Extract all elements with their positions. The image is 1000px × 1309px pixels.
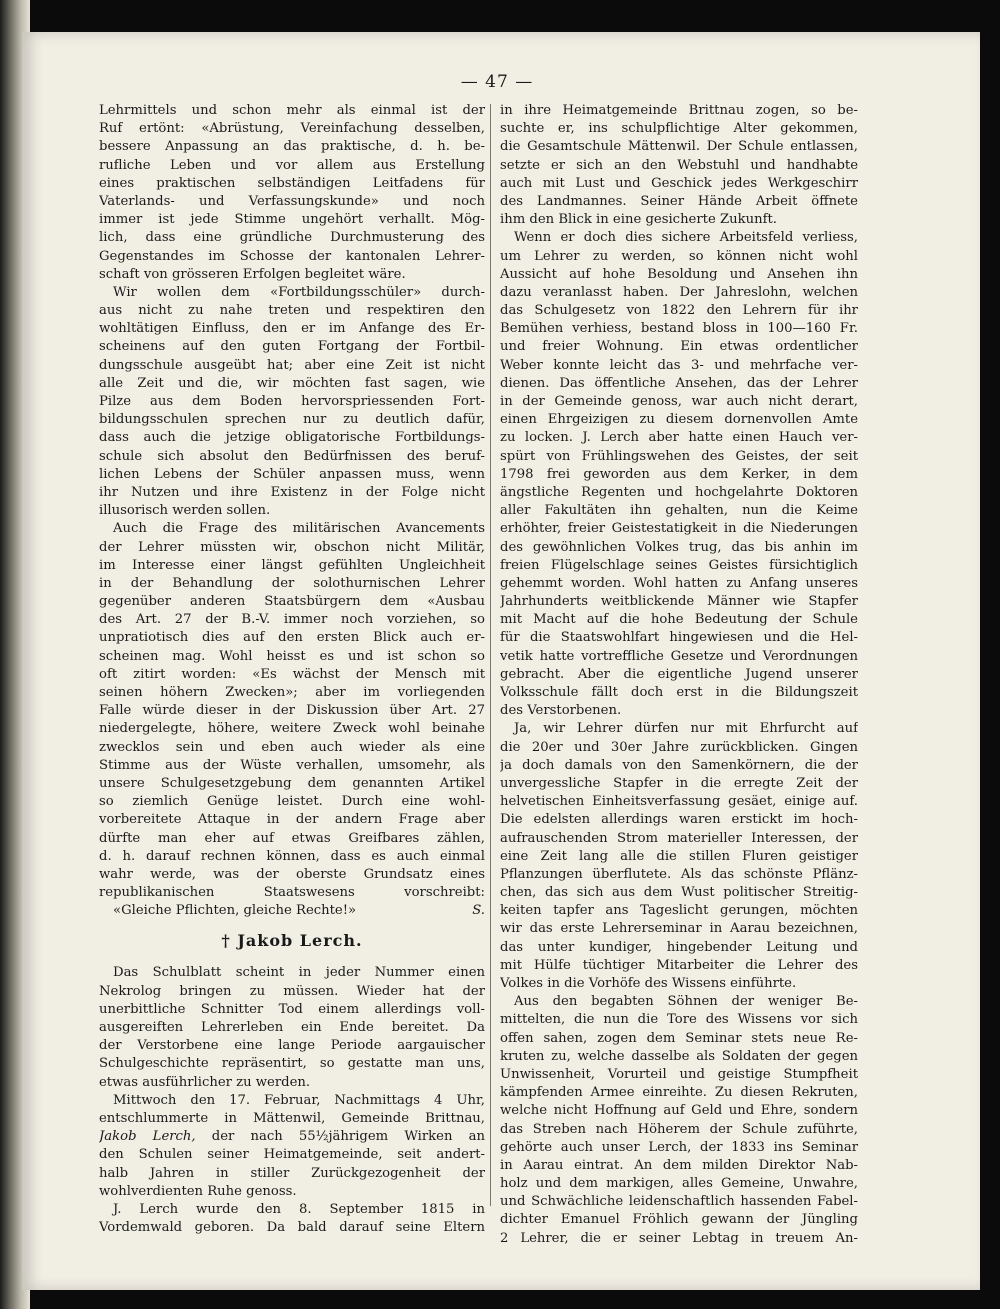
text-line: dichter Emanuel Fröhlich gewann der Jüngling <box>500 1212 858 1228</box>
text-line: Schulgeschichte repräsentirt, so gestatte man uns, <box>99 1056 485 1072</box>
text-line: bildungsschulen sprechen nur zu deutlich dafür, <box>99 412 485 428</box>
text-line: mit Hülfe tüchtiger Mitarbeiter die Lehrer des <box>500 957 858 973</box>
text-line: unerbittliche Schnitter Tod einem allerdings voll- <box>99 1001 485 1017</box>
text-line: dürfte man eher auf etwas Greifbares zählen, <box>99 830 485 846</box>
text-line: 2 Lehrer, die er seiner Lebtag in treuem An- <box>500 1230 858 1246</box>
text-line: gehemmt worden. Wohl hatten zu Anfang unseres <box>500 575 858 591</box>
text-line: setzte er sich an den Webstuhl und handhabte <box>500 157 858 173</box>
text-line: Pilze aus dem Boden hervorspriessenden Fort- <box>99 394 485 409</box>
text-line: Stimme aus der Wüste verhallen, umsomehr, als <box>99 757 485 773</box>
text-line: einen Ehrgeizigen zu diesem dornenvollen Amte <box>500 412 858 428</box>
text-line: das Schulgesetz von 1822 den Lehrern für ihr <box>500 303 858 319</box>
text-line: vetik hatte vortreffliche Gesetze und Verordnungen <box>500 648 858 664</box>
text-line: unpratiotisch dies auf den ersten Blick auch er- <box>99 630 485 646</box>
text-line: Die edelsten allerdings waren erstickt im hoch- <box>500 812 858 828</box>
text-line: dass auch die jetzige obligatorische Fortbildungs- <box>99 430 485 446</box>
text-line: mittelten, die nun die Tore des Wissens vor sich <box>500 1012 858 1028</box>
text-line: eine Zeit lang alle die stillen Fluren geistiger <box>500 848 858 864</box>
text-line: ja doch damals von den Samenkörnern, die der <box>500 757 858 773</box>
text-line: wohlverdienten Ruhe genoss. <box>99 1183 297 1199</box>
text-line: alle Zeit und die, wir möchten fast sagen, wie <box>99 375 485 391</box>
text-line: bessere Anpassung an das praktische, d. h. be- <box>99 139 485 155</box>
closing-quote: «Gleiche Pflichten, gleiche Rechte!» <box>113 903 357 919</box>
text-line: Auch die Frage des militärischen Avancements <box>113 521 485 537</box>
text-line: ängstliche Regenten und hochgelahrte Doktoren <box>500 484 858 500</box>
text-line: Aussicht auf hohe Besoldung und Ansehen ihn <box>500 266 858 282</box>
text-line: oft zitirt worden: «Es wächst der Mensch mit <box>99 666 485 682</box>
text-line: des Verstorbenen. <box>500 703 622 719</box>
text-line: auch mit Lust und Geschick jedes Werkgeschirr <box>500 175 858 191</box>
paragraph-career-choice <box>500 229 858 720</box>
text-line: republikanischen Staatswesens vorschreibt: <box>99 885 485 901</box>
text-line: aus nicht zu nahe treten und respektiren den <box>99 303 485 319</box>
text-line: dienen. Das öffentliche Ansehen, das der Lehrer <box>500 375 858 391</box>
text-line: des Art. 27 der B.-V. immer noch vorziehen, so <box>99 612 485 628</box>
text-line: eines praktischen selbständigen Leitfadens für <box>99 175 485 191</box>
text-line: ausgereiften Lehrerleben ein Ende bereitet. Da <box>99 1020 485 1035</box>
text-line: Mittwoch den 17. Februar, Nachmittags 4 Uhr, <box>113 1092 485 1108</box>
text-line: den Schulen seiner Heimatgemeinde, seit andert- <box>99 1147 485 1163</box>
text-line: wir das erste Lehrerseminar in Aarau bezeichnen, <box>500 921 858 937</box>
left-column <box>99 102 485 1237</box>
text-line: Lehrmittels und schon mehr als einmal ist der <box>99 103 485 118</box>
text-line: wohltätigen Einfluss, den er im Anfange des Er- <box>99 321 485 337</box>
text-line: die 20er und 30er Jahre zurückblicken. Gingen <box>500 739 858 755</box>
name-line <box>99 1128 485 1146</box>
text-line: Gegenstandes im Schosse der kantonalen Lehrer- <box>99 248 485 264</box>
text-line: Volkes in die Vorhöfe des Wissens einführte. <box>500 976 797 991</box>
obituary-heading: † Jakob Lerch. <box>221 931 363 951</box>
paragraph-death-b <box>99 1146 485 1201</box>
text-line: schaft von grösseren Erfolgen begleitet wäre. <box>99 266 406 282</box>
text-line: kruten zu, welche dasselbe als Soldaten der gegen <box>500 1048 858 1064</box>
paragraph-fortbildungsschueler <box>99 284 485 520</box>
text-line: der Verstorbene eine lange Periode aargauischer <box>99 1038 485 1054</box>
text-line: 1798 frei geworden aus dem Kerker, in dem <box>500 466 858 482</box>
text-line: spürt von Frühlingswehen des Geistes, der seit <box>500 448 858 464</box>
text-line: d. h. darauf rechnen können, dass es auch einmal <box>99 848 485 864</box>
paragraph-childhood <box>500 102 858 229</box>
text-line: in ihre Heimatgemeinde Brittnau zogen, so be- <box>500 103 858 118</box>
text-line: rufliche Leben und vor allem aus Erstellung <box>99 157 485 173</box>
text-line: ihr Nutzen und ihre Existenz in der Folge nicht <box>99 484 485 500</box>
text-line: lichen Lebens der Schüler anpassen muss, wenn <box>99 466 485 482</box>
text-line: Weber konnte leicht das 3- und mehrfache ver- <box>500 357 858 373</box>
right-column <box>500 102 858 1248</box>
text-line: helvetischen Einheitsverfassung gesäet, einige auf. <box>500 794 858 810</box>
text-line: für die Staatswohlfart hingewiesen und die Hel- <box>500 630 858 646</box>
text-line: wahr werde, was der oberste Grundsatz eines <box>99 866 485 882</box>
paragraph-birth <box>99 1201 485 1237</box>
text-line: aller Fakultäten ihn gehalten, nun die Keime <box>500 503 858 519</box>
text-line: etwas ausführlicher zu werden. <box>99 1074 311 1090</box>
text-line: und freier Wohnung. Ein etwas ordentlicher <box>500 339 858 355</box>
text-line: offen sahen, zogen dem Seminar stets neue Re- <box>500 1030 858 1046</box>
text-line: unvergessliche Stapfer in die erregte Zeit der <box>500 775 858 791</box>
text-line: unsere Schulgesetzgebung dem genannten Artikel <box>99 775 485 791</box>
text-line: des gewöhnlichen Volkes trug, das bis anhin im <box>500 539 858 555</box>
text-line: illusorisch werden sollen. <box>99 503 271 519</box>
text-line: Unwissenheit, Vorurteil und geistige Stumpfheit <box>500 1066 858 1082</box>
scanned-page <box>22 32 980 1290</box>
text-line: holz und dem markigen, alles Gemeine, Unwahre, <box>500 1176 858 1192</box>
italic-name: Jakob Lerch, <box>99 1129 196 1145</box>
author-signature: S. <box>472 903 485 919</box>
text-line: in der Gemeinde genoss, war auch nicht derart, <box>500 394 858 409</box>
text-line: so ziemlich Genüge leistet. Durch eine wohl- <box>99 794 485 810</box>
text-line: suchte er, ins schulpflichtige Alter gekommen, <box>500 121 858 137</box>
paragraph-avancement <box>99 520 485 902</box>
text-line: scheinens auf den guten Fortgang der Fortbil- <box>99 339 485 355</box>
text-line: dungsschule ausgeübt hat; aber eine Zeit ist nicht <box>99 357 485 373</box>
text-line: im Interesse einer längst gefühlten Ungleichheit <box>99 557 485 573</box>
text-line: in der Behandlung der solothurnischen Lehrer <box>99 575 485 591</box>
text-line: Das Schulblatt scheint in jeder Nummer einen <box>113 965 485 981</box>
text-line: dazu veranlasst haben. Der Jahreslohn, welchen <box>500 284 858 300</box>
paragraph-twenties-thirties <box>500 720 858 993</box>
text-line: Bemühen verhiess, bestand bloss in 100—160 Fr. <box>500 321 858 337</box>
text-line: keiten tapfer ans Tageslicht gerungen, möchten <box>500 903 858 919</box>
text-line: des Landmannes. Seiner Hände Arbeit öffnete <box>500 193 858 209</box>
text-line: zwecklos sein und eben auch wieder als eine <box>99 739 485 755</box>
text-line: Nekrolog bringen zu müssen. Wieder hat der <box>99 983 485 999</box>
paragraph-death-a <box>99 1092 485 1128</box>
text-line: chen, das sich aus dem Wust politischer Streitig- <box>500 885 858 901</box>
text-line: Vaterlands- und Verfassungskunde» und noch <box>99 193 485 209</box>
text-line: Wir wollen dem «Fortbildungsschüler» durch- <box>113 284 485 300</box>
text-line: Ruf ertönt: «Abrüstung, Vereinfachung desselben, <box>99 121 485 137</box>
text-line: Vordemwald geboren. Da bald darauf seine Eltern <box>99 1220 485 1236</box>
text-line: immer ist jede Stimme ungehört verhallt. Mög- <box>99 212 485 228</box>
text-line: Pflanzungen überflutete. Als das schönste Pflänz- <box>500 866 858 882</box>
text-line: halb Jahren in stiller Zurückgezogenheit der <box>99 1165 485 1181</box>
text-line: welche nicht Hoffnung auf Geld und Ehre, sondern <box>500 1103 858 1119</box>
text-line: und Schwächliche leidenschaftlich hassenden Fabel- <box>500 1194 858 1210</box>
text-line: der Lehrer müssten wir, obschon nicht Militär, <box>99 539 485 555</box>
text-line: schule sich absolut den Bedürfnissen des beruf- <box>99 448 485 464</box>
text-line: scheinen mag. Wohl heisst es und ist schon so <box>99 648 485 664</box>
paragraph-seminar <box>500 993 858 1248</box>
name-line-rest: der nach 55½jährigem Wirken an <box>195 1129 485 1145</box>
page-number: — 47 — <box>460 72 534 92</box>
text-line: J. Lerch wurde den 8. September 1815 in <box>113 1201 485 1217</box>
text-line: entschlummerte in Mättenwil, Gemeinde Brittnau, <box>99 1110 485 1126</box>
text-line: lich, dass eine gründliche Durchmusterung des <box>99 230 485 246</box>
paragraph-lehrmittel <box>99 102 485 284</box>
text-line: Jahrhunderts weitblickende Männer wie Stapfer <box>500 594 858 610</box>
text-line: Aus den begabten Söhnen der weniger Be- <box>514 994 858 1010</box>
text-line: freien Flügelschlage seines Geistes fürsichtiglich <box>500 557 858 573</box>
text-line: seinen höhern Zwecken»; aber im vorliegenden <box>99 685 485 700</box>
text-line: Wenn er doch dies sichere Arbeitsfeld verliess, <box>514 230 858 246</box>
text-line: ihm den Blick in eine gesicherte Zukunft. <box>500 212 777 228</box>
text-line: gehörte auch unser Lerch, der 1833 ins Seminar <box>500 1139 858 1155</box>
text-line: Falle würde dieser in der Diskussion über Art. 27 <box>99 703 485 719</box>
text-line: zu locken. J. Lerch aber hatte einen Hauch ver- <box>500 430 858 446</box>
text-line: kämpfenden Armee einreihte. Zu diesen Rekruten, <box>500 1085 858 1101</box>
text-line: in Aarau eintrat. An dem milden Direktor Nab- <box>500 1157 858 1173</box>
text-line: die Gesamtschule Mättenwil. Der Schule entlassen, <box>500 139 858 155</box>
column-divider <box>490 104 491 1206</box>
paragraph-nekrolog <box>99 964 485 1091</box>
text-line: erhöhter, freier Geistestatigkeit in die Niederungen <box>500 521 858 537</box>
text-line: mit Macht auf die hohe Bedeutung der Schule <box>500 612 858 628</box>
text-line: Ja, wir Lehrer dürfen nur mit Ehrfurcht auf <box>514 721 858 737</box>
text-line: das unter kundiger, hingebender Leitung und <box>500 939 858 955</box>
text-line: niedergelegte, höhere, weitere Zweck wohl beinahe <box>99 721 485 737</box>
text-line: gebracht. Aber die eigentliche Jugend unserer <box>500 666 858 682</box>
text-line: Volksschule fällt doch erst in die Bildungszeit <box>500 685 858 700</box>
text-line: vorbereitete Attaque in der andern Frage aber <box>99 812 485 828</box>
text-line: das Streben nach Höherem der Schule zuführte, <box>500 1121 858 1137</box>
text-line: um Lehrer zu werden, so können nicht wohl <box>500 248 858 264</box>
text-line: aufrauschenden Strom materieller Interessen, der <box>500 830 858 846</box>
text-line: gegenüber anderen Staatsbürgern dem «Ausbau <box>99 594 485 610</box>
closing-quote-row <box>99 902 485 920</box>
